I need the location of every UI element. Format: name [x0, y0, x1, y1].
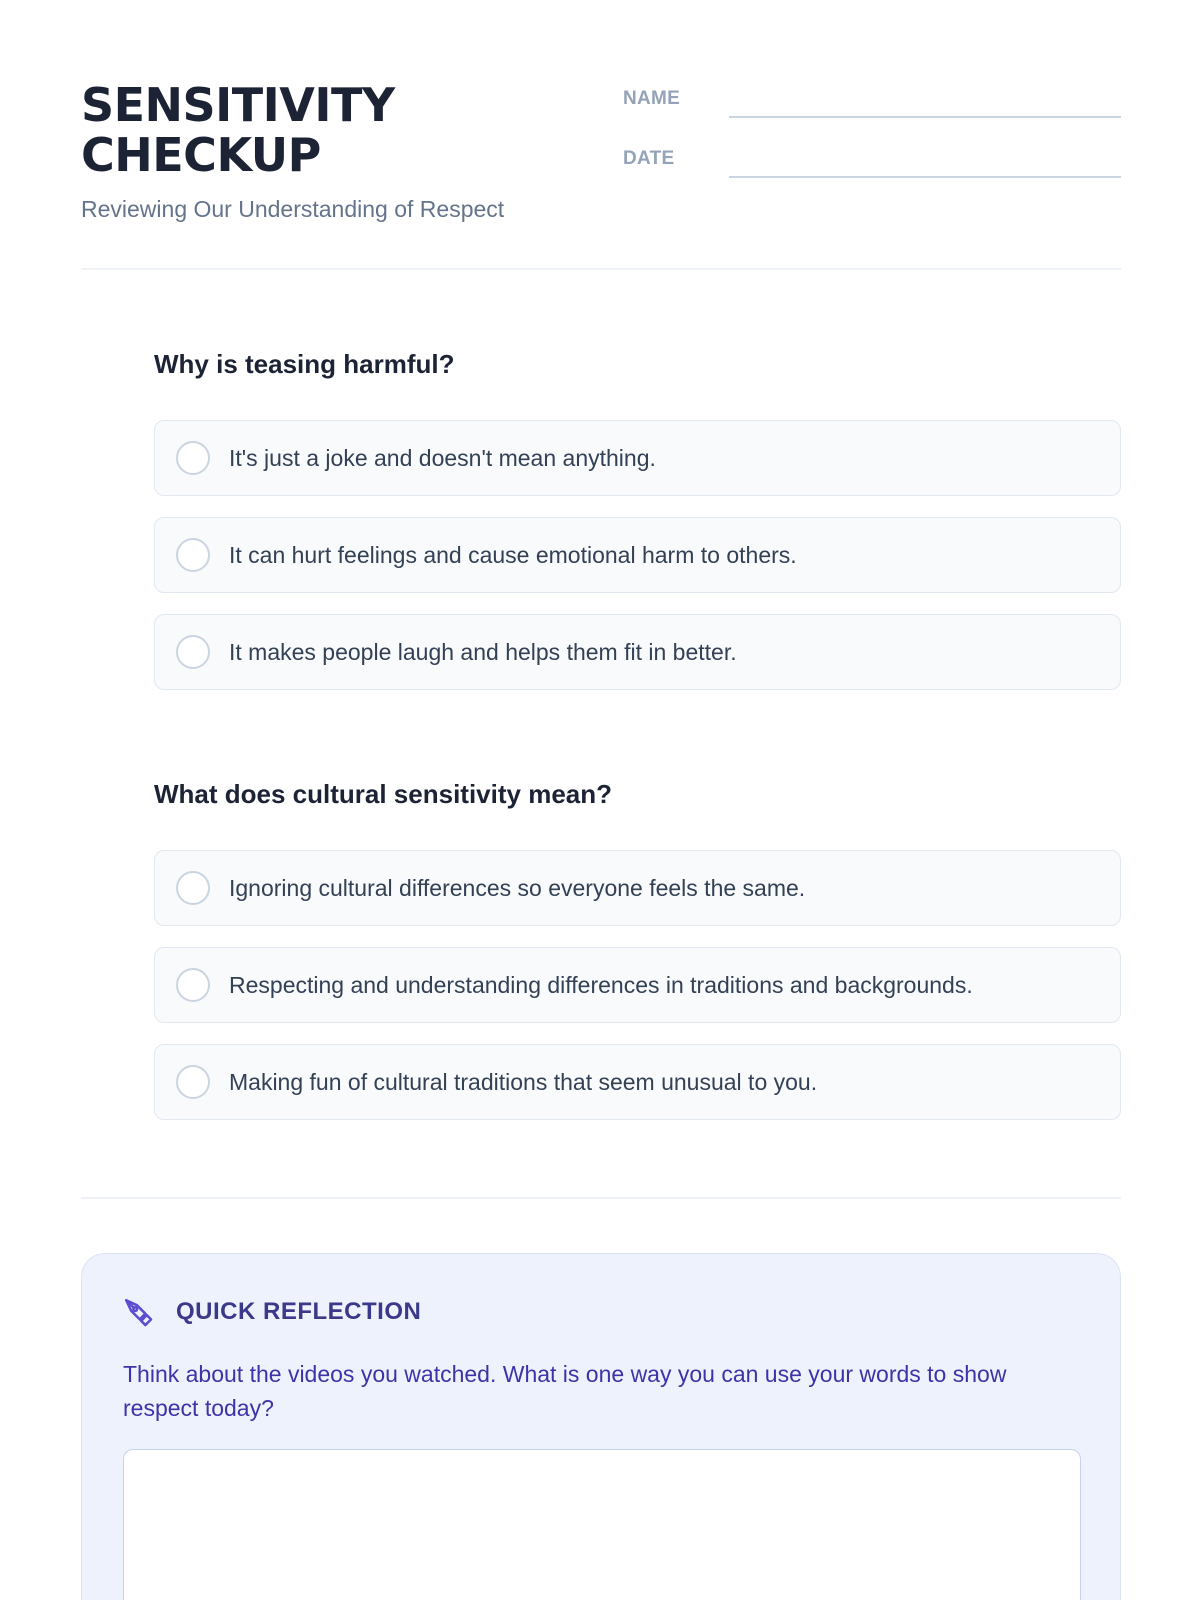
page-title: SENSITIVITY CHECKUP — [81, 78, 395, 182]
question-2-option-1[interactable] — [154, 850, 1121, 926]
question-2 — [154, 776, 1121, 1141]
reflection-title: QUICK REFLECTION — [176, 1298, 422, 1325]
question-2-option-2[interactable] — [154, 947, 1121, 1023]
question-1-option-2[interactable] — [154, 517, 1121, 593]
question-1-option-1[interactable] — [154, 420, 1121, 496]
page-subtitle: Reviewing Our Understanding of Respect — [81, 196, 505, 222]
worksheet-header — [81, 80, 1121, 270]
question-1-option-3[interactable] — [154, 614, 1121, 690]
name-field[interactable] — [623, 80, 1123, 120]
section-divider — [81, 1197, 1121, 1199]
reflection-answer-input[interactable] — [123, 1449, 1081, 1600]
option-label: Ignoring cultural differences so everyone feels the same. — [229, 875, 806, 901]
radio-button[interactable] — [176, 441, 210, 475]
reflection-prompt: Think about the videos you watched. What is one way you can use your words to show respect today? — [123, 1361, 1007, 1421]
option-label: It can hurt feelings and cause emotional harm to others. — [229, 542, 797, 568]
question-2-text: What does cultural sensitivity mean? — [154, 779, 612, 809]
radio-button[interactable] — [176, 968, 210, 1002]
radio-button[interactable] — [176, 635, 210, 669]
question-1-text: Why is teasing harmful? — [154, 349, 455, 379]
date-label: DATE — [623, 148, 675, 169]
name-label: NAME — [623, 88, 681, 109]
radio-button[interactable] — [176, 538, 210, 572]
question-2-option-3[interactable] — [154, 1044, 1121, 1120]
name-line[interactable] — [729, 116, 1121, 118]
radio-button[interactable] — [176, 871, 210, 905]
option-label: Making fun of cultural traditions that seem unusual to you. — [229, 1069, 818, 1095]
question-1 — [154, 346, 1121, 711]
pen-nib-icon — [122, 1296, 156, 1330]
date-field[interactable] — [623, 140, 1123, 180]
option-label: Respecting and understanding differences in traditions and backgrounds. — [229, 972, 973, 998]
option-label: It makes people laugh and helps them fit in better. — [229, 639, 737, 665]
header-divider — [81, 268, 1121, 270]
radio-button[interactable] — [176, 1065, 210, 1099]
option-label: It's just a joke and doesn't mean anything. — [229, 445, 656, 471]
reflection-box — [81, 1253, 1121, 1600]
date-line[interactable] — [729, 176, 1121, 178]
